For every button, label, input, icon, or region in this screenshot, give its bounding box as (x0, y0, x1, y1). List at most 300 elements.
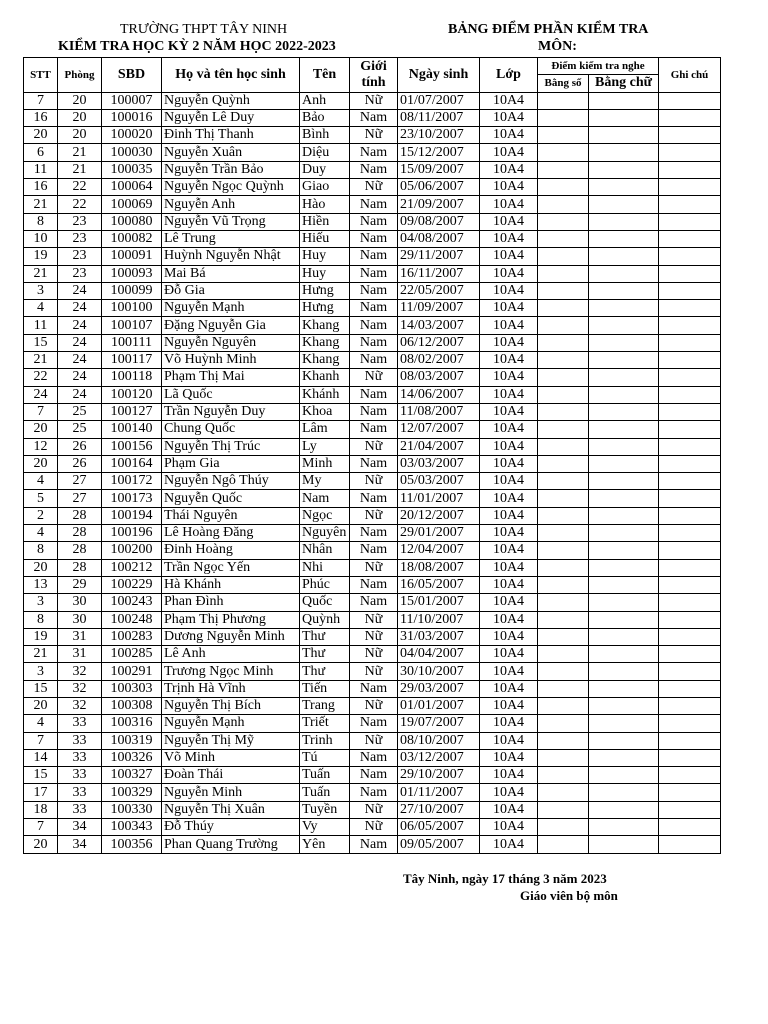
cell-name: Trang (300, 697, 350, 714)
cell-sbd: 100291 (102, 663, 162, 680)
cell-score-words (589, 732, 659, 749)
cell-notes (659, 161, 721, 178)
cell-gender: Nam (350, 248, 398, 265)
cell-name: Khang (300, 352, 350, 369)
cell-score-words (589, 507, 659, 524)
table-row (24, 196, 721, 213)
cell-room: 33 (58, 784, 102, 801)
table-row (24, 179, 721, 196)
col-header-name: Tên (300, 58, 350, 93)
cell-score-words (589, 628, 659, 645)
cell-notes (659, 732, 721, 749)
cell-sbd: 100127 (102, 403, 162, 420)
cell-sbd: 100303 (102, 680, 162, 697)
cell-gender: Nam (350, 455, 398, 472)
cell-score-words (589, 403, 659, 420)
cell-sbd: 100080 (102, 213, 162, 230)
cell-class: 10A4 (480, 819, 538, 836)
cell-stt: 7 (24, 819, 58, 836)
table-row (24, 127, 721, 144)
cell-room: 20 (58, 109, 102, 126)
cell-stt: 5 (24, 490, 58, 507)
cell-fullname: Nguyễn Ngọc Quỳnh (162, 179, 300, 196)
table-row (24, 144, 721, 161)
cell-gender: Nam (350, 334, 398, 351)
cell-name: Minh (300, 455, 350, 472)
cell-dob: 01/01/2007 (398, 697, 480, 714)
cell-score-number (538, 455, 589, 472)
cell-dob: 30/10/2007 (398, 663, 480, 680)
cell-stt: 2 (24, 507, 58, 524)
cell-notes (659, 801, 721, 818)
table-row (24, 767, 721, 784)
cell-stt: 11 (24, 161, 58, 178)
table-row (24, 542, 721, 559)
cell-notes (659, 455, 721, 472)
cell-class: 10A4 (480, 248, 538, 265)
cell-stt: 3 (24, 663, 58, 680)
cell-fullname: Đặng Nguyễn Gia (162, 317, 300, 334)
cell-score-words (589, 334, 659, 351)
cell-class: 10A4 (480, 161, 538, 178)
cell-notes (659, 369, 721, 386)
cell-score-number (538, 213, 589, 230)
cell-score-number (538, 749, 589, 766)
cell-notes (659, 265, 721, 282)
cell-notes (659, 230, 721, 247)
cell-fullname: Nguyễn Quốc (162, 490, 300, 507)
cell-class: 10A4 (480, 542, 538, 559)
cell-score-number (538, 473, 589, 490)
cell-name: Hưng (300, 282, 350, 299)
table-row (24, 507, 721, 524)
cell-room: 33 (58, 732, 102, 749)
cell-name: Bình (300, 127, 350, 144)
cell-notes (659, 525, 721, 542)
cell-stt: 17 (24, 784, 58, 801)
cell-fullname: Dương Nguyễn Minh (162, 628, 300, 645)
cell-dob: 03/12/2007 (398, 749, 480, 766)
table-row (24, 663, 721, 680)
cell-name: Khanh (300, 369, 350, 386)
cell-fullname: Nguyễn Thị Xuân (162, 801, 300, 818)
table-row (24, 334, 721, 351)
cell-stt: 19 (24, 248, 58, 265)
cell-fullname: Đỗ Thúy (162, 819, 300, 836)
cell-class: 10A4 (480, 127, 538, 144)
cell-class: 10A4 (480, 369, 538, 386)
cell-score-number (538, 801, 589, 818)
cell-notes (659, 213, 721, 230)
cell-room: 24 (58, 352, 102, 369)
cell-stt: 7 (24, 92, 58, 109)
table-row (24, 697, 721, 714)
cell-gender: Nam (350, 282, 398, 299)
cell-gender: Nam (350, 317, 398, 334)
cell-notes (659, 663, 721, 680)
cell-score-words (589, 576, 659, 593)
cell-room: 28 (58, 559, 102, 576)
cell-fullname: Trần Ngọc Yến (162, 559, 300, 576)
table-row (24, 92, 721, 109)
cell-score-words (589, 127, 659, 144)
cell-stt: 24 (24, 386, 58, 403)
school-name: TRƯỜNG THPT TÂY NINH (120, 22, 288, 37)
cell-score-words (589, 663, 659, 680)
cell-sbd: 100212 (102, 559, 162, 576)
cell-score-words (589, 490, 659, 507)
cell-fullname: Thái Nguyên (162, 507, 300, 524)
cell-notes (659, 352, 721, 369)
cell-sbd: 100035 (102, 161, 162, 178)
cell-fullname: Lê Anh (162, 646, 300, 663)
col-header-room: Phòng (58, 58, 102, 93)
cell-score-number (538, 248, 589, 265)
cell-dob: 15/09/2007 (398, 161, 480, 178)
cell-score-number (538, 628, 589, 645)
cell-dob: 29/03/2007 (398, 680, 480, 697)
cell-gender: Nữ (350, 663, 398, 680)
table-row (24, 646, 721, 663)
cell-room: 31 (58, 646, 102, 663)
cell-notes (659, 421, 721, 438)
cell-sbd: 100196 (102, 525, 162, 542)
cell-name: Tiến (300, 680, 350, 697)
cell-score-words (589, 594, 659, 611)
cell-score-words (589, 836, 659, 853)
table-row (24, 230, 721, 247)
cell-name: Lâm (300, 421, 350, 438)
table-row (24, 248, 721, 265)
cell-class: 10A4 (480, 265, 538, 282)
cell-class: 10A4 (480, 594, 538, 611)
cell-name: Nam (300, 490, 350, 507)
cell-dob: 06/12/2007 (398, 334, 480, 351)
cell-score-number (538, 352, 589, 369)
table-row (24, 559, 721, 576)
cell-fullname: Nguyễn Lê Duy (162, 109, 300, 126)
cell-fullname: Trương Ngọc Minh (162, 663, 300, 680)
cell-class: 10A4 (480, 109, 538, 126)
table-row (24, 282, 721, 299)
cell-sbd: 100326 (102, 749, 162, 766)
cell-score-number (538, 438, 589, 455)
cell-room: 20 (58, 127, 102, 144)
table-row (24, 403, 721, 420)
cell-room: 23 (58, 265, 102, 282)
cell-gender: Nam (350, 784, 398, 801)
cell-dob: 11/01/2007 (398, 490, 480, 507)
cell-room: 22 (58, 196, 102, 213)
cell-room: 34 (58, 836, 102, 853)
cell-score-words (589, 161, 659, 178)
cell-stt: 21 (24, 265, 58, 282)
table-row (24, 784, 721, 801)
cell-score-words (589, 646, 659, 663)
cell-stt: 7 (24, 732, 58, 749)
table-row (24, 819, 721, 836)
cell-stt: 12 (24, 438, 58, 455)
cell-class: 10A4 (480, 386, 538, 403)
cell-score-words (589, 213, 659, 230)
cell-fullname: Võ Minh (162, 749, 300, 766)
cell-class: 10A4 (480, 525, 538, 542)
sheet-title: BẢNG ĐIỂM PHẦN KIỂM TRA (448, 22, 649, 37)
cell-sbd: 100100 (102, 300, 162, 317)
cell-dob: 08/03/2007 (398, 369, 480, 386)
table-row (24, 473, 721, 490)
cell-score-number (538, 767, 589, 784)
cell-class: 10A4 (480, 179, 538, 196)
cell-notes (659, 594, 721, 611)
cell-name: Anh (300, 92, 350, 109)
cell-dob: 08/10/2007 (398, 732, 480, 749)
cell-score-words (589, 386, 659, 403)
cell-notes (659, 403, 721, 420)
cell-room: 33 (58, 715, 102, 732)
cell-dob: 09/08/2007 (398, 213, 480, 230)
cell-class: 10A4 (480, 680, 538, 697)
cell-sbd: 100285 (102, 646, 162, 663)
cell-sbd: 100330 (102, 801, 162, 818)
cell-score-number (538, 317, 589, 334)
cell-room: 23 (58, 230, 102, 247)
cell-room: 22 (58, 179, 102, 196)
cell-score-words (589, 559, 659, 576)
cell-score-number (538, 109, 589, 126)
cell-dob: 11/08/2007 (398, 403, 480, 420)
cell-stt: 20 (24, 421, 58, 438)
table-row (24, 438, 721, 455)
cell-notes (659, 749, 721, 766)
cell-fullname: Nguyễn Trần Bảo (162, 161, 300, 178)
cell-score-number (538, 265, 589, 282)
cell-stt: 21 (24, 646, 58, 663)
cell-room: 24 (58, 317, 102, 334)
cell-room: 29 (58, 576, 102, 593)
table-row (24, 265, 721, 282)
cell-notes (659, 438, 721, 455)
cell-dob: 04/04/2007 (398, 646, 480, 663)
cell-fullname: Mai Bá (162, 265, 300, 282)
col-header-sbd: SBD (102, 58, 162, 93)
cell-room: 33 (58, 801, 102, 818)
cell-sbd: 100243 (102, 594, 162, 611)
cell-name: Yên (300, 836, 350, 853)
signer-title: Giáo viên bộ môn (520, 888, 618, 903)
cell-notes (659, 611, 721, 628)
cell-dob: 29/11/2007 (398, 248, 480, 265)
cell-score-number (538, 300, 589, 317)
cell-fullname: Phan Đình (162, 594, 300, 611)
cell-stt: 15 (24, 334, 58, 351)
cell-room: 28 (58, 525, 102, 542)
cell-score-words (589, 697, 659, 714)
cell-fullname: Đỗ Gia (162, 282, 300, 299)
cell-fullname: Trịnh Hà Vĩnh (162, 680, 300, 697)
cell-stt: 7 (24, 403, 58, 420)
cell-fullname: Huỳnh Nguyễn Nhật (162, 248, 300, 265)
cell-class: 10A4 (480, 732, 538, 749)
cell-dob: 11/09/2007 (398, 300, 480, 317)
cell-score-words (589, 317, 659, 334)
col-header-score-number: Bằng số (538, 75, 589, 92)
table-row (24, 836, 721, 853)
cell-gender: Nam (350, 749, 398, 766)
cell-name: Khang (300, 317, 350, 334)
cell-sbd: 100082 (102, 230, 162, 247)
cell-room: 33 (58, 767, 102, 784)
cell-stt: 3 (24, 282, 58, 299)
cell-gender: Nam (350, 767, 398, 784)
cell-score-number (538, 542, 589, 559)
cell-score-words (589, 179, 659, 196)
cell-sbd: 100248 (102, 611, 162, 628)
score-table (23, 57, 721, 854)
cell-score-words (589, 196, 659, 213)
cell-class: 10A4 (480, 144, 538, 161)
cell-class: 10A4 (480, 455, 538, 472)
cell-stt: 16 (24, 179, 58, 196)
cell-room: 34 (58, 819, 102, 836)
cell-fullname: Nguyễn Ngô Thúy (162, 473, 300, 490)
cell-dob: 15/12/2007 (398, 144, 480, 161)
cell-fullname: Nguyễn Thị Trúc (162, 438, 300, 455)
cell-dob: 16/11/2007 (398, 265, 480, 282)
cell-room: 32 (58, 697, 102, 714)
cell-stt: 8 (24, 213, 58, 230)
cell-score-number (538, 594, 589, 611)
cell-stt: 21 (24, 196, 58, 213)
cell-name: Khánh (300, 386, 350, 403)
cell-dob: 06/05/2007 (398, 819, 480, 836)
cell-score-words (589, 767, 659, 784)
cell-class: 10A4 (480, 646, 538, 663)
cell-fullname: Đinh Thị Thanh (162, 127, 300, 144)
col-header-class: Lớp (480, 58, 538, 93)
cell-name: Ly (300, 438, 350, 455)
cell-dob: 14/06/2007 (398, 386, 480, 403)
cell-room: 21 (58, 161, 102, 178)
table-row (24, 801, 721, 818)
table-row (24, 749, 721, 766)
cell-stt: 13 (24, 576, 58, 593)
cell-name: Diệu (300, 144, 350, 161)
cell-stt: 20 (24, 127, 58, 144)
cell-gender: Nam (350, 490, 398, 507)
cell-sbd: 100111 (102, 334, 162, 351)
cell-stt: 4 (24, 473, 58, 490)
cell-notes (659, 109, 721, 126)
cell-sbd: 100020 (102, 127, 162, 144)
cell-name: Nhi (300, 559, 350, 576)
cell-class: 10A4 (480, 196, 538, 213)
cell-fullname: Võ Huỳnh Minh (162, 352, 300, 369)
col-header-listening-score: Điểm kiểm tra nghe (538, 58, 659, 75)
cell-score-number (538, 525, 589, 542)
cell-score-words (589, 438, 659, 455)
cell-sbd: 100140 (102, 421, 162, 438)
cell-score-words (589, 715, 659, 732)
cell-dob: 08/11/2007 (398, 109, 480, 126)
cell-gender: Nữ (350, 559, 398, 576)
cell-fullname: Phan Quang Trường (162, 836, 300, 853)
cell-class: 10A4 (480, 801, 538, 818)
cell-stt: 18 (24, 801, 58, 818)
cell-class: 10A4 (480, 663, 538, 680)
cell-name: Hiếu (300, 230, 350, 247)
cell-stt: 20 (24, 836, 58, 853)
cell-name: Nhân (300, 542, 350, 559)
cell-score-number (538, 144, 589, 161)
cell-name: Trinh (300, 732, 350, 749)
cell-stt: 19 (24, 628, 58, 645)
cell-score-words (589, 248, 659, 265)
cell-class: 10A4 (480, 628, 538, 645)
table-row (24, 525, 721, 542)
cell-sbd: 100107 (102, 317, 162, 334)
cell-dob: 01/11/2007 (398, 784, 480, 801)
cell-sbd: 100172 (102, 473, 162, 490)
cell-dob: 31/03/2007 (398, 628, 480, 645)
table-row (24, 732, 721, 749)
cell-name: Duy (300, 161, 350, 178)
cell-notes (659, 317, 721, 334)
cell-score-number (538, 697, 589, 714)
cell-score-words (589, 352, 659, 369)
cell-room: 26 (58, 438, 102, 455)
cell-stt: 8 (24, 542, 58, 559)
cell-class: 10A4 (480, 213, 538, 230)
cell-name: Phúc (300, 576, 350, 593)
cell-dob: 21/04/2007 (398, 438, 480, 455)
cell-gender: Nữ (350, 369, 398, 386)
cell-gender: Nam (350, 525, 398, 542)
cell-notes (659, 386, 721, 403)
cell-dob: 27/10/2007 (398, 801, 480, 818)
cell-name: Huy (300, 265, 350, 282)
cell-gender: Nữ (350, 473, 398, 490)
cell-room: 20 (58, 92, 102, 109)
cell-notes (659, 92, 721, 109)
cell-gender: Nam (350, 213, 398, 230)
cell-gender: Nam (350, 542, 398, 559)
cell-gender: Nữ (350, 611, 398, 628)
cell-dob: 01/07/2007 (398, 92, 480, 109)
cell-score-number (538, 334, 589, 351)
cell-name: Hiền (300, 213, 350, 230)
cell-room: 25 (58, 421, 102, 438)
cell-notes (659, 697, 721, 714)
cell-notes (659, 819, 721, 836)
cell-name: Nguyên (300, 525, 350, 542)
cell-dob: 29/01/2007 (398, 525, 480, 542)
cell-name: Giao (300, 179, 350, 196)
cell-room: 27 (58, 473, 102, 490)
cell-gender: Nam (350, 144, 398, 161)
cell-class: 10A4 (480, 490, 538, 507)
cell-sbd: 100064 (102, 179, 162, 196)
cell-class: 10A4 (480, 317, 538, 334)
cell-room: 25 (58, 403, 102, 420)
col-header-stt: STT (24, 58, 58, 93)
cell-score-words (589, 473, 659, 490)
cell-gender: Nam (350, 196, 398, 213)
table-row (24, 576, 721, 593)
cell-dob: 29/10/2007 (398, 767, 480, 784)
cell-gender: Nữ (350, 507, 398, 524)
cell-stt: 16 (24, 109, 58, 126)
